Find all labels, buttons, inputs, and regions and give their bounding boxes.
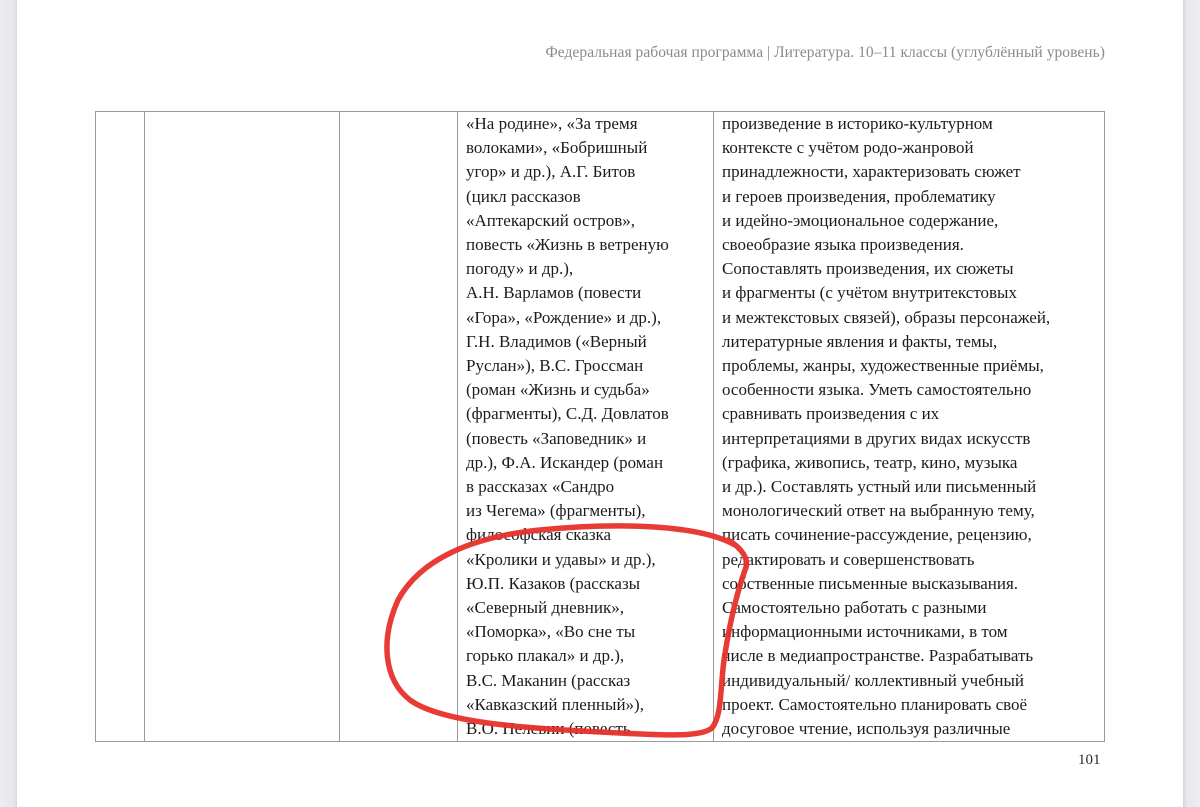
text-line: числе в медиапространстве. Разрабатывать bbox=[722, 646, 1034, 666]
text-line: Ю.П. Казаков (рассказы bbox=[466, 573, 641, 593]
text-line: «Поморка», «Во сне ты bbox=[466, 622, 636, 642]
photo-right-edge-shadow bbox=[1183, 0, 1200, 807]
text-line: (роман «Жизнь и судьба» bbox=[466, 380, 650, 400]
text-line: досуговое чтение, используя различные bbox=[722, 719, 1011, 739]
text-line: и межтекстовых связей), образы персонажей, bbox=[722, 307, 1051, 327]
text-line: «Кавказский пленный»), bbox=[466, 694, 644, 714]
table-row bbox=[96, 112, 1105, 742]
text-line: В.О. Пелевин (повесть bbox=[466, 719, 631, 739]
text-line: в рассказах «Сандро bbox=[466, 477, 615, 497]
text-line: «Аптекарский остров», bbox=[466, 210, 636, 230]
text-line: сравнивать произведения с их bbox=[722, 404, 940, 424]
text-line: писать сочинение-рассуждение, рецензию, bbox=[722, 525, 1032, 545]
text-line: и фрагменты (с учётом внутритекстовых bbox=[722, 283, 1017, 303]
text-line: Руслан»), В.С. Гроссман bbox=[466, 356, 644, 376]
text-line: «Северный дневник», bbox=[466, 598, 624, 618]
text-line: угор» и др.), А.Г. Битов bbox=[466, 162, 636, 182]
text-line: интерпретациями в других видах искусств bbox=[722, 428, 1031, 448]
page-number: 101 bbox=[1078, 752, 1101, 768]
text-line: монологический ответ на выбранную тему, bbox=[722, 501, 1035, 521]
text-line: своеобразие языка произведения. bbox=[722, 235, 964, 255]
text-line: погоду» и др.), bbox=[466, 259, 574, 279]
text-line: «Кролики и удавы» и др.), bbox=[466, 549, 656, 569]
text-line: Г.Н. Владимов («Верный bbox=[466, 331, 647, 351]
cell-topic bbox=[145, 112, 340, 742]
text-line: (графика, живопись, театр, кино, музыка bbox=[722, 452, 1018, 472]
text-line: «Гора», «Рождение» и др.), bbox=[466, 307, 662, 327]
text-line: редактировать и совершенствовать bbox=[722, 549, 975, 569]
text-line: «На родине», «За тремя bbox=[466, 114, 638, 133]
text-line: индивидуальный/ коллективный учебный bbox=[722, 670, 1025, 690]
text-line: А.Н. Варламов (повести bbox=[466, 283, 642, 303]
text-line: др.), Ф.А. Искандер (роман bbox=[466, 452, 664, 472]
running-header: Федеральная рабочая программа | Литература. 10–11 классы (углублённый уровень) bbox=[545, 44, 1105, 61]
text-line: философская сказка bbox=[466, 525, 612, 545]
text-line: проблемы, жанры, художественные приёмы, bbox=[722, 356, 1044, 376]
text-line: повесть «Жизнь в ветреную bbox=[466, 235, 669, 255]
text-line: Самостоятельно работать с разными bbox=[722, 598, 987, 618]
text-line: и идейно-эмоциональное содержание, bbox=[722, 210, 999, 230]
text-line: особенности языка. Уметь самостоятельно bbox=[722, 380, 1032, 400]
cell-hours bbox=[340, 112, 458, 742]
cell-number bbox=[96, 112, 145, 742]
text-line: горько плакал» и др.), bbox=[466, 646, 625, 666]
text-line: и героев произведения, проблематику bbox=[722, 186, 996, 206]
content-text bbox=[458, 112, 713, 741]
text-line: из Чегема» (фрагменты), bbox=[466, 501, 646, 521]
text-line: В.С. Маканин (рассказ bbox=[466, 670, 631, 690]
cell-content bbox=[458, 112, 714, 742]
activities-text bbox=[714, 112, 1104, 741]
text-line: волоками», «Бобришный bbox=[466, 138, 648, 158]
text-line: (фрагменты), С.Д. Довлатов bbox=[466, 404, 669, 424]
text-line: проект. Самостоятельно планировать своё bbox=[722, 694, 1028, 714]
text-line: литературные явления и факты, темы, bbox=[722, 331, 998, 351]
text-line: и др.). Составлять устный или письменный bbox=[722, 477, 1037, 497]
cell-activities bbox=[714, 112, 1105, 742]
text-line: (цикл рассказов bbox=[466, 186, 581, 206]
text-line: произведение в историко-культурном bbox=[722, 114, 993, 133]
text-line: (повесть «Заповедник» и bbox=[466, 428, 647, 448]
curriculum-table bbox=[95, 111, 1105, 742]
text-line: принадлежности, характеризовать сюжет bbox=[722, 162, 1021, 182]
text-line: информационными источниками, в том bbox=[722, 622, 1008, 642]
text-line: собственные письменные высказывания. bbox=[722, 573, 1019, 593]
text-line: Сопоставлять произведения, их сюжеты bbox=[722, 259, 1014, 279]
text-line: контексте с учётом родо-жанровой bbox=[722, 138, 974, 158]
photo-left-edge-shadow bbox=[0, 0, 17, 807]
